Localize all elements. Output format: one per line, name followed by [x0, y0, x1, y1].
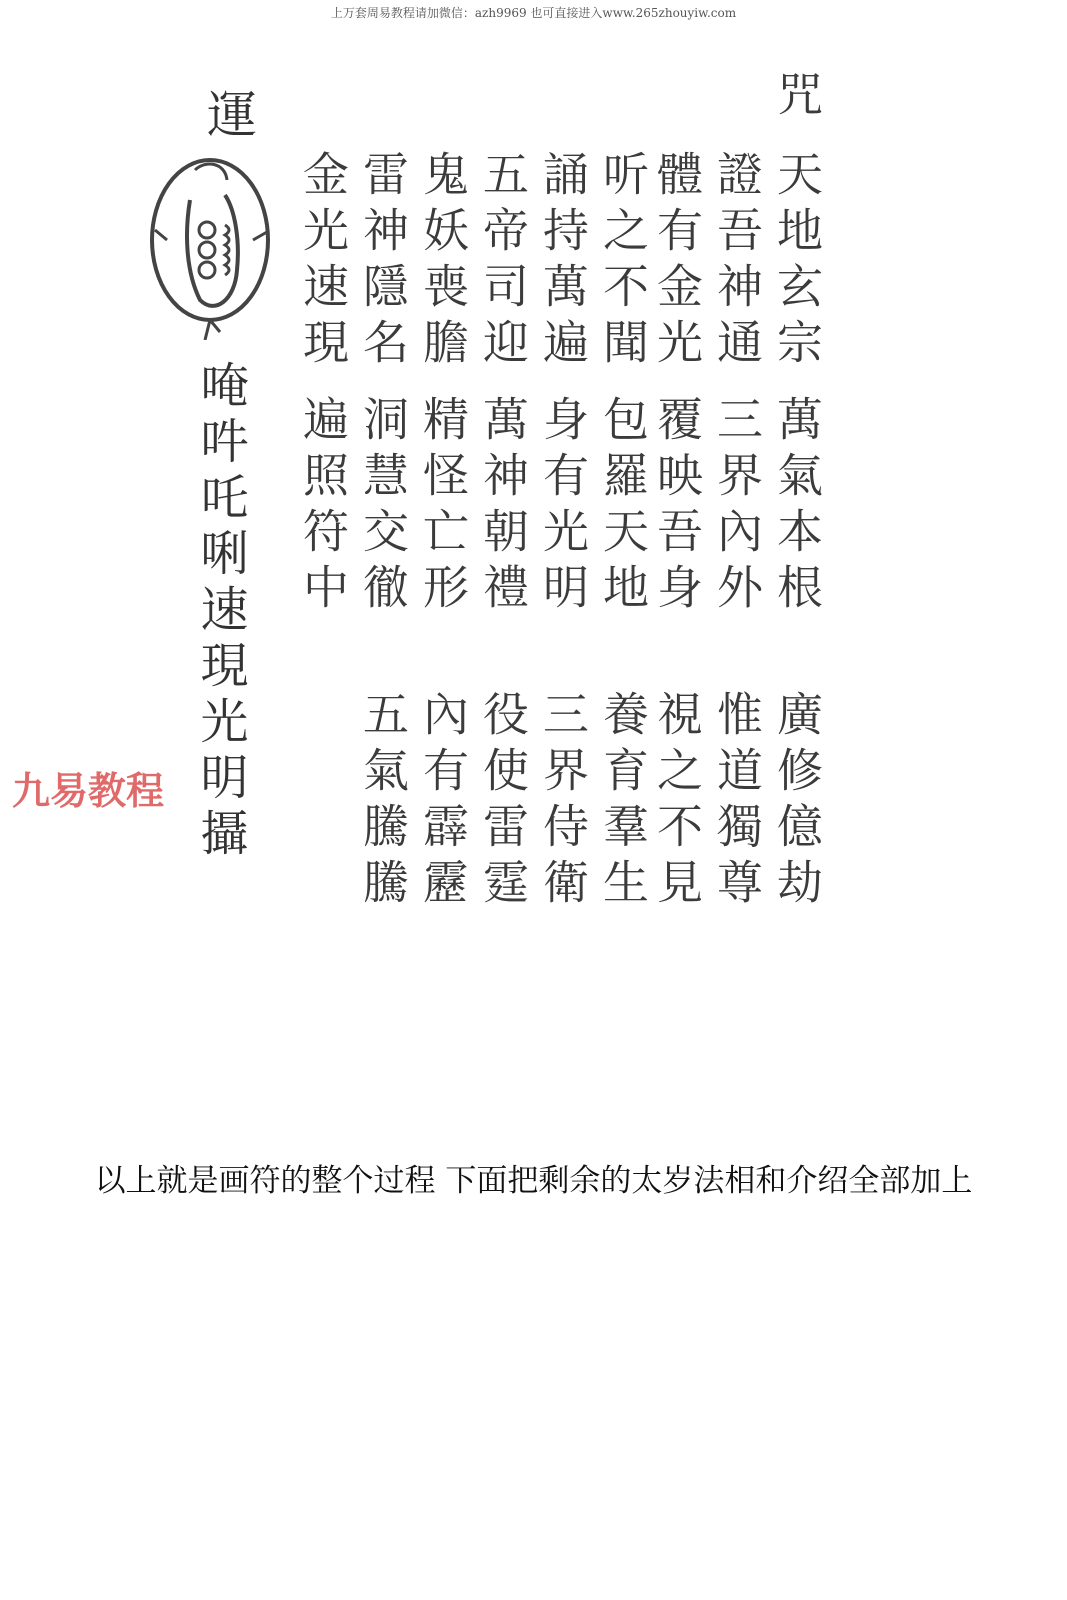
- verse-column-top-3: 體有金光: [650, 150, 704, 374]
- verse-column-top-8: 雷神隱名: [356, 150, 410, 374]
- verse-column-bottom-5: 三界侍衛: [536, 690, 590, 914]
- verse-column-mid-5: 身有光明: [536, 395, 590, 619]
- verse-column-mid-9: 遍照符中: [296, 395, 350, 619]
- verse-column-mid-7: 精怪亡形: [416, 395, 470, 619]
- verse-column-mid-6: 萬神朝禮: [476, 395, 530, 619]
- verse-column-top-5: 誦持萬遍: [536, 150, 590, 374]
- verse-column-mid-1: 萬氣本根: [770, 395, 824, 619]
- header-note: 上万套周易教程请加微信：azh9969 也可直接进入www.265zhouyiw.com: [330, 6, 737, 20]
- talisman-mantra: 唵吽吒唎速現光明攝: [192, 360, 248, 864]
- scan-title: 咒: [770, 70, 824, 126]
- watermark-logo: 九易教程: [12, 769, 165, 813]
- verse-column-bottom-1: 廣修億劫: [770, 690, 824, 914]
- verse-column-bottom-2: 惟道獨尊: [710, 690, 764, 914]
- verse-column-bottom-6: 役使雷霆: [476, 690, 530, 914]
- verse-column-top-4: 听之不聞: [596, 150, 650, 374]
- talisman-top-character: 運: [199, 88, 257, 138]
- verse-column-mid-3: 覆映吾身: [650, 395, 704, 619]
- verse-column-top-2: 證吾神通: [710, 150, 764, 374]
- verse-column-mid-2: 三界內外: [710, 395, 764, 619]
- verse-column-top-1: 天地玄宗: [770, 150, 824, 374]
- verse-column-top-6: 五帝司迎: [476, 150, 530, 374]
- verse-column-mid-8: 洞慧交徹: [356, 395, 410, 619]
- verse-column-mid-4: 包羅天地: [596, 395, 650, 619]
- verse-column-bottom-7: 內有霹靂: [416, 690, 470, 914]
- verse-column-bottom-8: 五氣騰騰: [356, 690, 410, 914]
- verse-column-bottom-3: 視之不見: [650, 690, 704, 914]
- caption-text: 以上就是画符的整个过程 下面把剩余的太岁法相和介绍全部加上: [94, 1163, 973, 1199]
- verse-column-bottom-4: 養育羣生: [596, 690, 650, 914]
- verse-column-top-7: 鬼妖喪膽: [416, 150, 470, 374]
- talisman-seal-icon: [145, 140, 275, 340]
- verse-column-top-9: 金光速現: [296, 150, 350, 374]
